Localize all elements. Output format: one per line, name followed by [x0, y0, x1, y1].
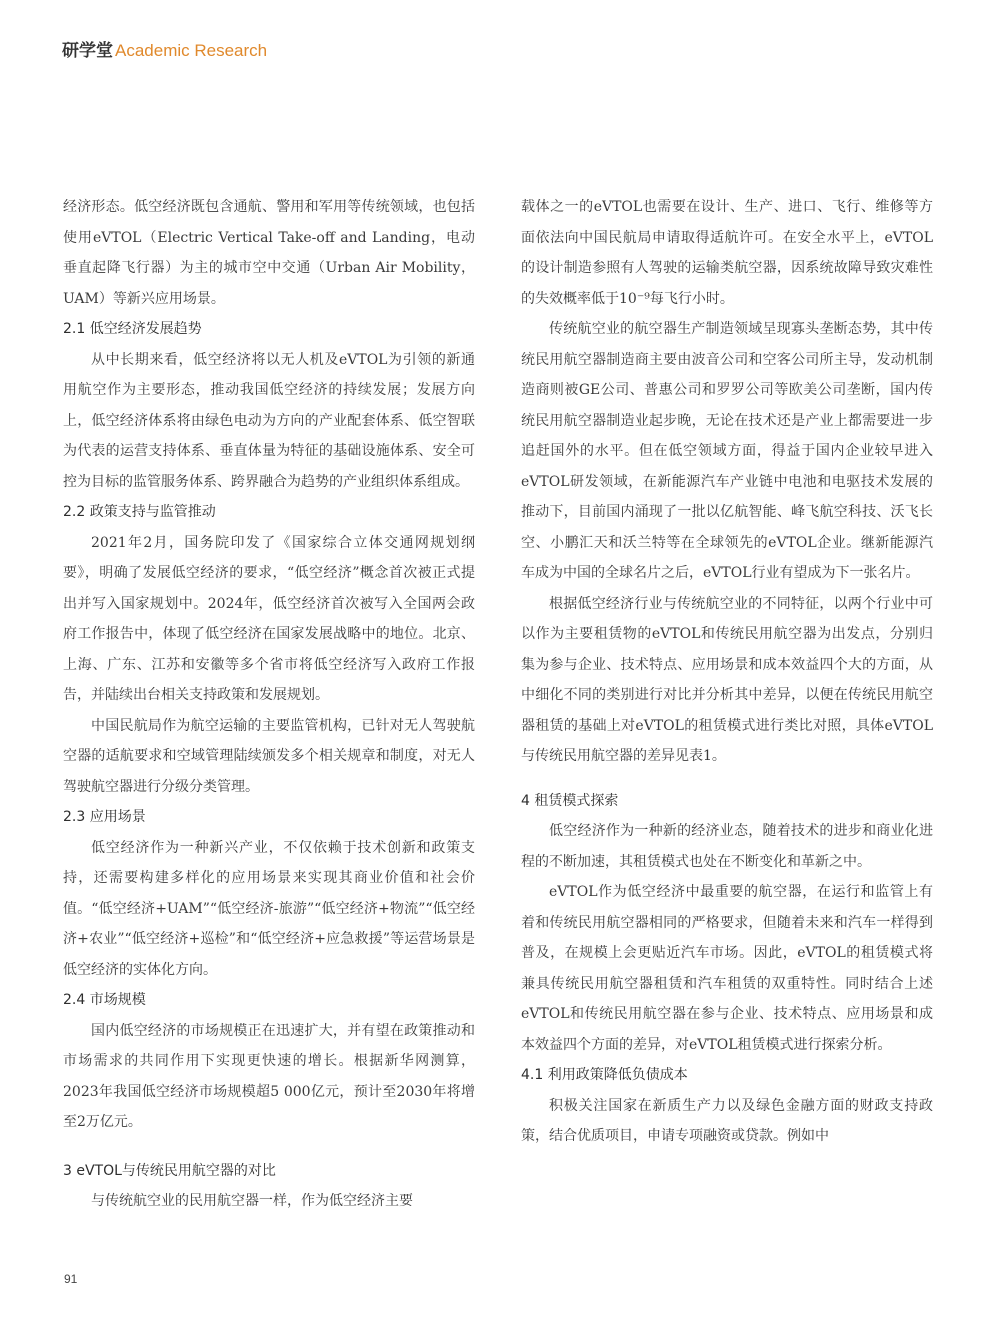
- right-column: [521, 192, 933, 1152]
- section-3-heading: 3 eVTOL与传统民用航空器的对比: [63, 1162, 276, 1179]
- right-paragraph-3: 根据低空经济行业与传统航空业的不同特征，以两个行业中可以作为主要租赁物的eVTOL和传统民用航空器为出发点，分别归集为参与企业、技术特点、应用场景和成本效益四个大的方面，从中细化不同的类别进行对比并分析其中差异，以便在传统民用航空器租赁的基础上对eVTOL的租赁模式进行类比对照，具体eVTOL与传统民用航空器的差异见表1。: [521, 595, 933, 764]
- journal-brand: 研学堂: [62, 41, 113, 61]
- section-4-1-heading: 4.1 利用政策降低负债成本: [521, 1067, 688, 1083]
- page-number: 91: [64, 1272, 78, 1286]
- section-2-2-heading: 2.2 政策支持与监管推动: [63, 504, 216, 520]
- section-2-3-paragraph: 低空经济作为一种新兴产业，不仅依赖于技术创新和政策支持，还需要构建多样化的应用场景来实现其商业价值和社会价值。“低空经济+UAM”“低空经济-旅游”“低空经济+物流”“低空经济+农业”“低空经济+巡检”和“低空经济+应急救援”等运营场景是低空经济的实体化方向。: [63, 839, 475, 978]
- left-column: [63, 192, 475, 1217]
- section-2-2-paragraph-2: 中国民航局作为航空运输的主要监管机构，已针对无人驾驶航空器的适航要求和空域管理陆续颁发多个相关规章和制度，对无人驾驶航空器进行分级分类管理。: [63, 717, 475, 795]
- section-4-paragraph-1: 低空经济作为一种新的经济业态，随着技术的进步和商业化进程的不断加速，其租赁模式也处在不断变化和革新之中。: [521, 823, 933, 870]
- right-paragraph-2: 传统航空业的航空器生产制造领域呈现寡头垄断态势，其中传统民用航空器制造商主要由波音公司和空客公司所主导，发动机制造商则被GE公司、普惠公司和罗罗公司等欧美公司垄断，国内传统民用航空器制造业起步晚，无论在技术还是产业上都需要进一步追赶国外的水平。但在低空领域方面，得益于国内企业较早进入eVTOL研发领域，在新能源汽车产业链中电池和电驱技术发展的推动下，目前国内涌现了一批以亿航智能、峰飞航空科技、沃飞长空、小鹏汇天和沃兰特等在全球领先的eVTOL企业。继新能源汽车成为中国的全球名片之后，eVTOL行业有望成为下一张名片。: [521, 321, 933, 581]
- intro-paragraph: 经济形态。低空经济既包含通航、警用和军用等传统领域，也包括使用eVTOL（Electric Vertical Take-off and Landing，电动垂直起降飞行器）为主的城市空中交通（Urban Air Mobility，UAM）等新兴应用场景。: [63, 199, 475, 307]
- journal-subtitle: Academic Research: [115, 41, 268, 60]
- section-2-4-heading: 2.4 市场规模: [63, 992, 146, 1008]
- section-2-4-paragraph: 国内低空经济的市场规模正在迅速扩大，并有望在政策推动和市场需求的共同作用下实现更快速的增长。根据新华网测算，2023年我国低空经济市场规模超5 000亿元，预计至2030年将增至2万亿元。: [63, 1022, 475, 1130]
- running-header: [62, 40, 267, 62]
- section-2-1-heading: 2.1 低空经济发展趋势: [63, 321, 202, 337]
- section-4-heading: 4 租赁模式探索: [521, 792, 619, 809]
- section-3-paragraph: 与传统航空业的民用航空器一样，作为低空经济主要: [91, 1193, 413, 1209]
- section-4-1-paragraph: 积极关注国家在新质生产力以及绿色金融方面的财政支持政策，结合优质项目，申请专项融资或贷款。例如中: [521, 1097, 933, 1144]
- section-2-1-paragraph: 从中长期来看，低空经济将以无人机及eVTOL为引领的新通用航空作为主要形态，推动我国低空经济的持续发展；发展方向上，低空经济体系将由绿色电动为方向的产业配套体系、低空智联为代表的运营支持体系、垂直体量为特征的基础设施体系、安全可控为目标的监管服务体系、跨界融合为趋势的产业组织体系组成。: [63, 351, 475, 490]
- section-2-3-heading: 2.3 应用场景: [63, 809, 146, 825]
- section-2-2-paragraph-1: 2021年2月，国务院印发了《国家综合立体交通网规划纲要》，明确了发展低空经济的要求，“低空经济”概念首次被正式提出并写入国家规划中。2024年，低空经济首次被写入全国两会政府工作报告中，体现了低空经济在国家发展战略中的地位。北京、上海、广东、江苏和安徽等多个省市将低空经济写入政府工作报告，并陆续出台相关支持政策和发展规划。: [63, 534, 475, 703]
- section-4-paragraph-2: eVTOL作为低空经济中最重要的航空器，在运行和监管上有着和传统民用航空器相同的严格要求，但随着未来和汽车一样得到普及，在规模上会更贴近汽车市场。因此，eVTOL的租赁模式将兼具传统民用航空器租赁和汽车租赁的双重特性。同时结合上述eVTOL和传统民用航空器在参与企业、技术特点、应用场景和成本效益四个方面的差异，对eVTOL租赁模式进行探索分析。: [521, 884, 933, 1053]
- right-paragraph-1: 载体之一的eVTOL也需要在设计、生产、进口、飞行、维修等方面依法向中国民航局申请取得适航许可。在安全水平上，eVTOL的设计制造参照有人驾驶的运输类航空器，因系统故障导致灾难性的失效概率低于10⁻⁹每飞行小时。: [521, 199, 933, 307]
